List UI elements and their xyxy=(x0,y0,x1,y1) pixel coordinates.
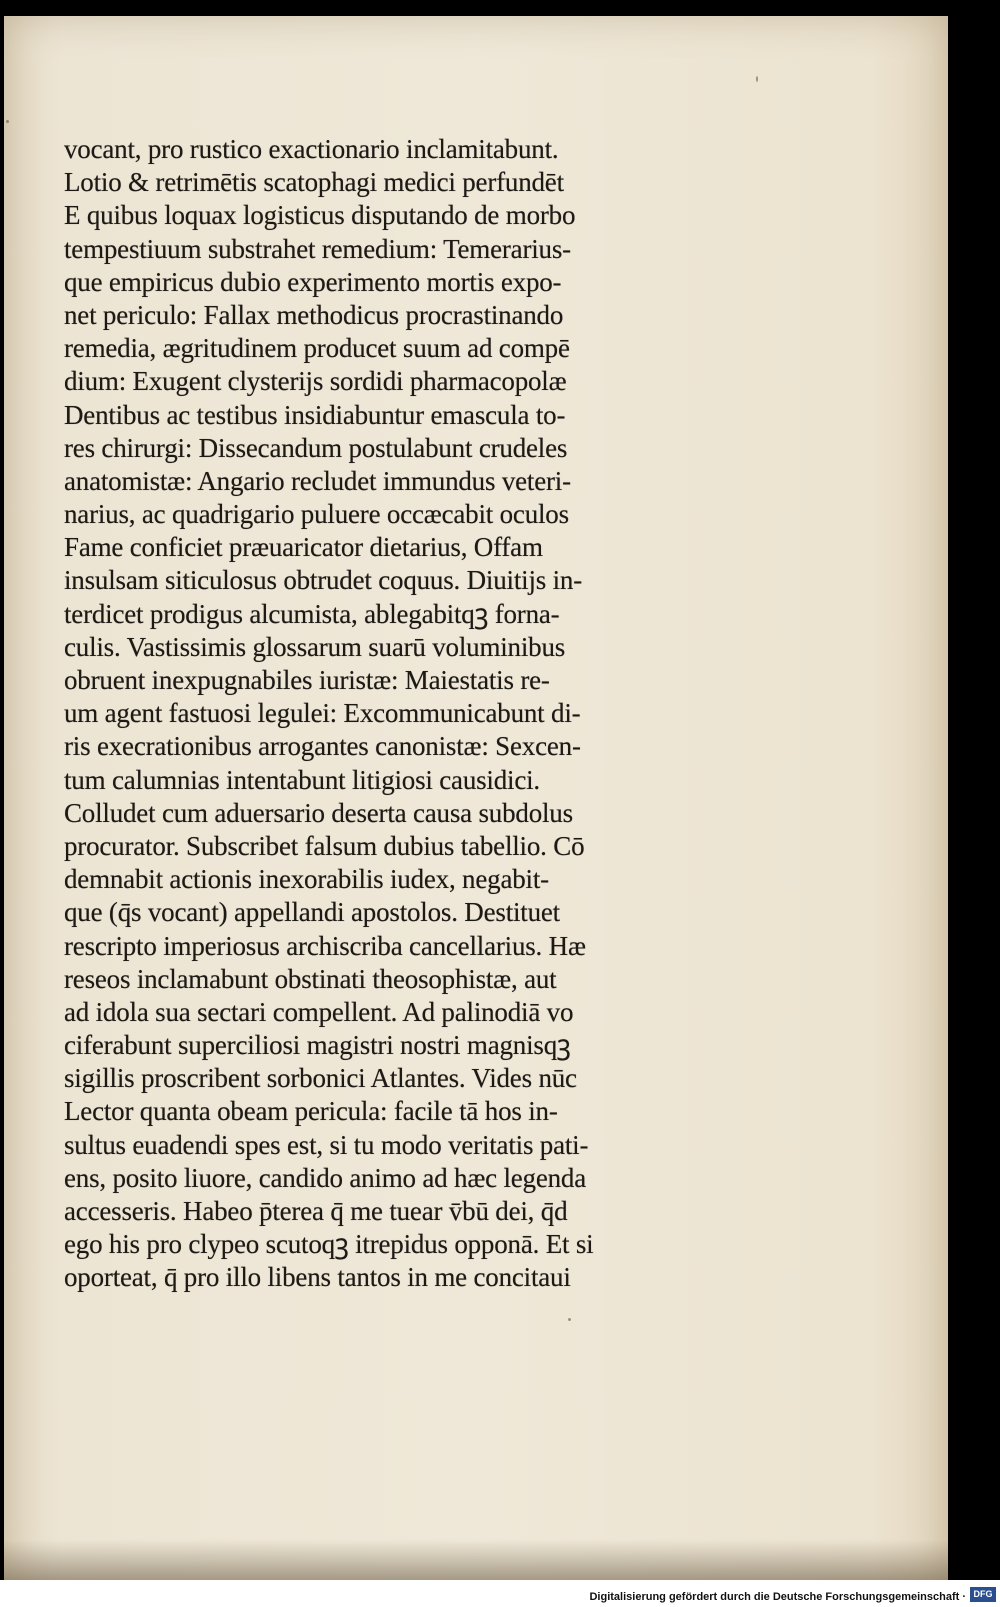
dfg-logo-icon: DFG xyxy=(970,1587,996,1602)
text-line: insulsam siticulosus obtrudet coquus. Diuitijs in- xyxy=(64,565,582,596)
text-line: rescripto imperiosus archiscriba cancellarius. Hæ xyxy=(64,930,586,961)
text-line: procurator. Subscribet falsum dubius tabellio. Cō xyxy=(64,830,585,861)
text-line: que (q̄s vocant) appellandi apostolos. Destituet xyxy=(64,897,560,928)
text-line: res chirurgi: Dissecandum postulabunt crudeles xyxy=(64,432,568,463)
text-line: narius, ac quadrigario puluere occæcabit oculos xyxy=(64,499,569,530)
text-line: Lotio & retrimētis scatophagi medici perfundēt xyxy=(64,167,564,198)
text-line: que empiricus dubio experimento mortis expo- xyxy=(64,266,562,297)
footer-bar xyxy=(0,1580,1000,1607)
text-line: ris execrationibus arrogantes canonistæ: Sexcen- xyxy=(64,731,581,762)
text-line: oporteat, q̄ pro illo libens tantos in me concitaui xyxy=(64,1262,571,1293)
text-line: net periculo: Fallax methodicus procrastinando xyxy=(64,299,564,330)
paper-speck xyxy=(568,1318,571,1321)
text-line: ciferabunt superciliosi magistri nostri magnisqꝫ xyxy=(64,1030,571,1061)
text-line: tum calumnias intentabunt litigiosi causidici. xyxy=(64,764,540,795)
text-line: E quibus loquax logisticus disputando de morbo xyxy=(64,200,576,231)
text-line: Dentibus ac testibus insidiabuntur emascula to- xyxy=(64,399,566,430)
text-line: terdicet prodigus alcumista, ablegabitqꝫ forna- xyxy=(64,598,560,629)
text-line: Lector quanta obeam pericula: facile tā hos in- xyxy=(64,1096,558,1127)
text-line: accesseris. Habeo p̄terea q̄ me tuear v̄bū dei, q̄d xyxy=(64,1196,568,1226)
paper-speck xyxy=(6,120,9,123)
footer-credit: Digitalisierung gefördert durch die Deutsche Forschungsgemeinschaft · xyxy=(589,1591,966,1603)
text-line: ego his pro clypeo scutoqꝫ itrepidus opponā. Et si xyxy=(64,1229,594,1260)
text-line: dium: Exugent clysterijs sordidi pharmacopolæ xyxy=(64,366,567,397)
book-page xyxy=(4,16,948,1580)
text-line: sigillis proscribent sorbonici Atlantes. Vides nūc xyxy=(64,1063,577,1094)
text-line: anatomistæ: Angario recludet immundus veteri- xyxy=(64,465,571,496)
text-line: ad idola sua sectari compellent. Ad palinodiā vo xyxy=(64,996,574,1027)
text-line: Colludet cum aduersario deserta causa subdolus xyxy=(64,797,573,828)
text-line: vocant, pro rustico exactionario inclamitabunt. xyxy=(64,134,559,164)
text-line: remedia, ægritudinem producet suum ad compē xyxy=(64,333,570,364)
text-line: Fame conficiet præuaricator dietarius, Offam xyxy=(64,532,543,563)
text-block xyxy=(64,133,754,1295)
text-line: reseos inclamabunt obstinati theosophistæ, aut xyxy=(64,963,557,994)
text-line: culis. Vastissimis glossarum suarū voluminibus xyxy=(64,631,566,662)
text-line: sultus euadendi spes est, si tu modo veritatis pati- xyxy=(64,1129,589,1160)
text-line: ens, posito liuore, candido animo ad hæc legenda xyxy=(64,1162,587,1193)
text-line: obruent inexpugnabiles iuristæ: Maiestatis re- xyxy=(64,665,550,695)
text-line: um agent fastuosi legulei: Excommunicabunt di- xyxy=(64,698,581,729)
text-line: demnabit actionis inexorabilis iudex, negabit- xyxy=(64,864,549,895)
paper-speck xyxy=(756,76,758,82)
text-line: tempestiuum substrahet remedium: Temerarius- xyxy=(64,233,571,264)
